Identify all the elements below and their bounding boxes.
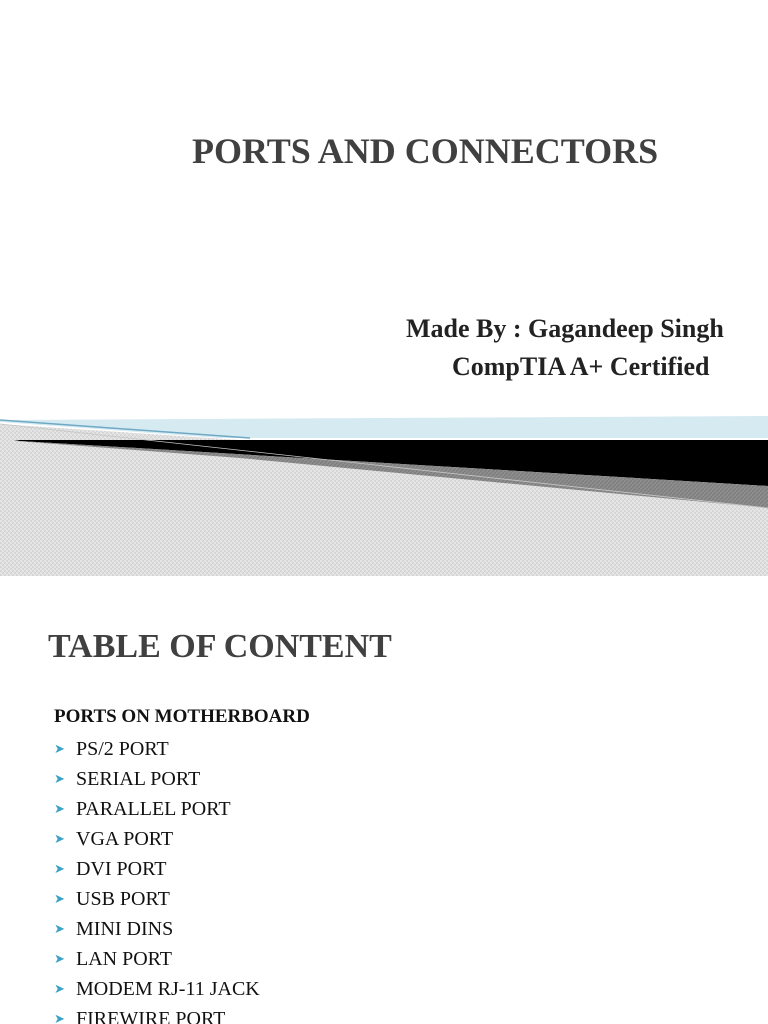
list-item bbox=[54, 794, 260, 824]
toc-slide bbox=[0, 576, 768, 1024]
chevron-right-icon: ➤ bbox=[54, 951, 65, 967]
toc-heading: TABLE OF CONTENT bbox=[48, 628, 392, 665]
chevron-right-icon: ➤ bbox=[54, 801, 65, 817]
chevron-right-icon: ➤ bbox=[54, 861, 65, 877]
list-item bbox=[54, 824, 260, 854]
list-item bbox=[54, 734, 260, 764]
list-item-label: PS/2 PORT bbox=[76, 737, 169, 760]
list-item-label: MINI DINS bbox=[76, 917, 174, 940]
page-title: PORTS AND CONNECTORS bbox=[192, 131, 659, 171]
list-item bbox=[54, 914, 260, 944]
list-item bbox=[54, 854, 260, 884]
list-item-label: FIREWIRE PORT bbox=[76, 1007, 226, 1024]
chevron-right-icon: ➤ bbox=[54, 891, 65, 907]
author-line: Made By : Gagandeep Singh bbox=[406, 314, 724, 343]
list-item-label: LAN PORT bbox=[76, 947, 173, 970]
list-item-label: SERIAL PORT bbox=[76, 767, 201, 790]
chevron-right-icon: ➤ bbox=[54, 921, 65, 937]
list-item bbox=[54, 944, 260, 974]
section-title: PORTS ON MOTHERBOARD bbox=[54, 706, 310, 727]
list-item-label: USB PORT bbox=[76, 887, 170, 910]
chevron-right-icon: ➤ bbox=[54, 831, 65, 847]
toc-list bbox=[54, 734, 260, 1024]
list-item bbox=[54, 884, 260, 914]
list-item bbox=[54, 974, 260, 1004]
list-item-label: DVI PORT bbox=[76, 857, 167, 880]
chevron-right-icon: ➤ bbox=[54, 981, 65, 997]
list-item bbox=[54, 764, 260, 794]
chevron-right-icon: ➤ bbox=[54, 1011, 65, 1024]
list-item-label: MODEM RJ-11 JACK bbox=[76, 977, 260, 1000]
chevron-right-icon: ➤ bbox=[54, 741, 65, 757]
list-item-label: VGA PORT bbox=[76, 827, 174, 850]
list-item-label: PARALLEL PORT bbox=[76, 797, 231, 820]
certification-line: CompTIA A+ Certified bbox=[452, 352, 710, 381]
list-item bbox=[54, 1004, 260, 1024]
chevron-right-icon: ➤ bbox=[54, 771, 65, 787]
